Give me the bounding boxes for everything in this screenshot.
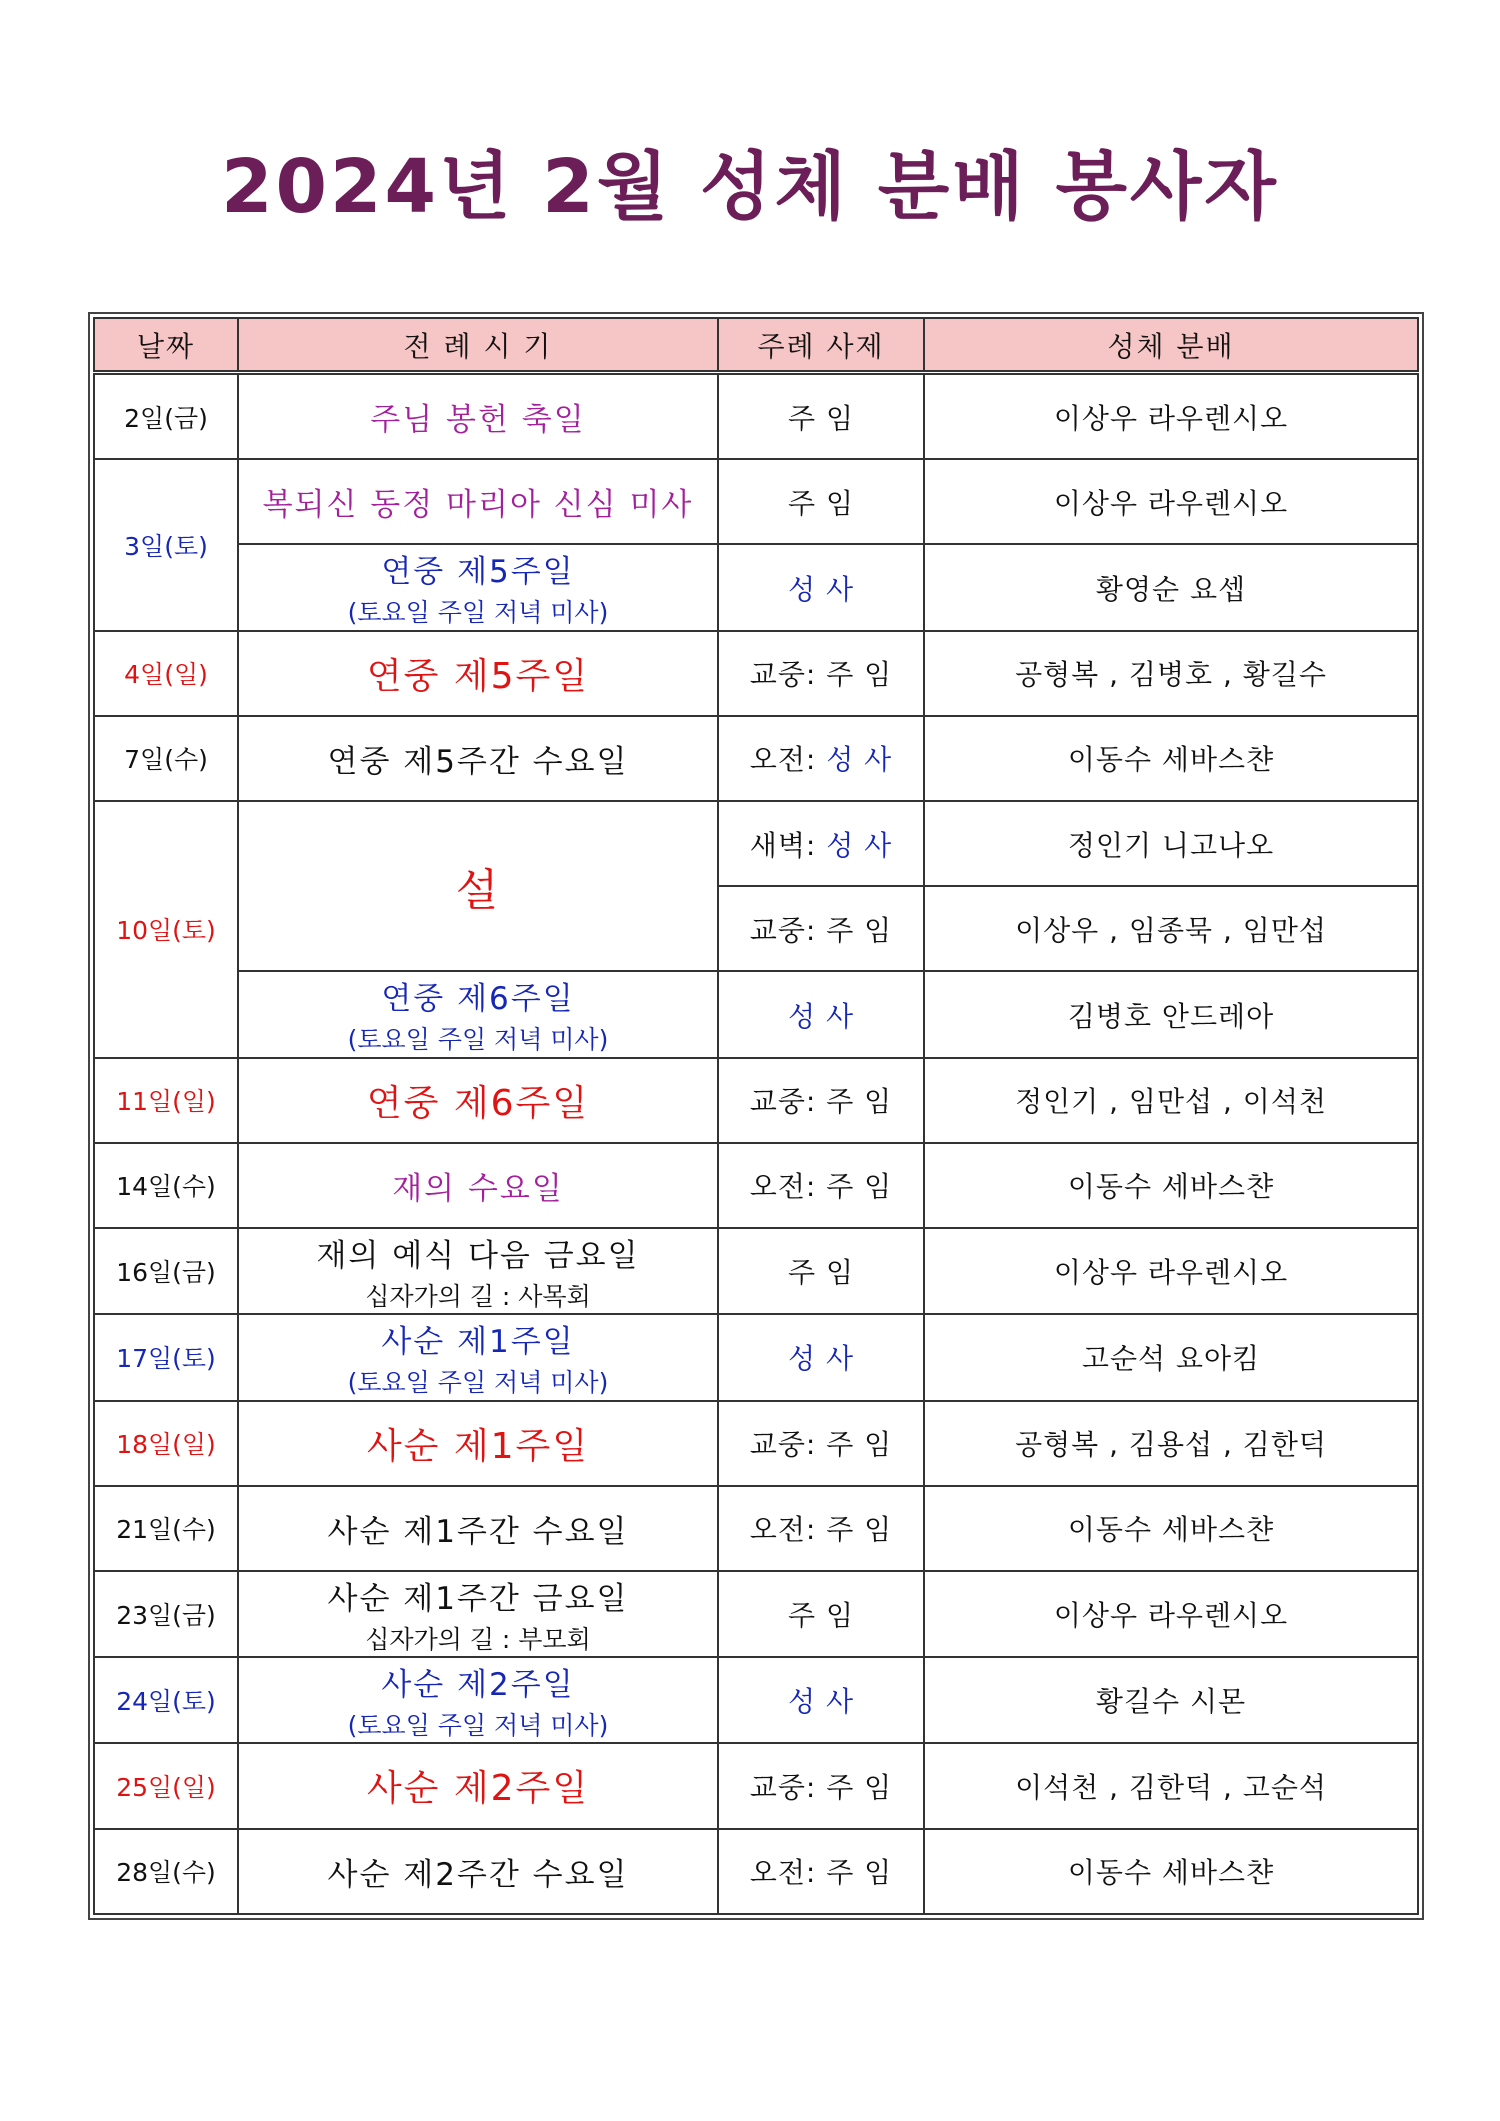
table-row xyxy=(94,1314,1418,1400)
schedule-table xyxy=(93,317,1419,1915)
date-cell: 3일(토) xyxy=(94,459,238,630)
presider-value: 주 임 xyxy=(826,1856,893,1890)
presider-value: 주 임 xyxy=(788,1256,854,1290)
presider-value: 성 사 xyxy=(788,1685,854,1719)
servers-cell: 이상우 라우렌시오 xyxy=(924,1228,1418,1314)
presider-value: 주 임 xyxy=(826,1513,893,1547)
table-row xyxy=(94,1058,1418,1143)
celebration-sub: (토요일 주일 저녁 미사) xyxy=(347,598,609,628)
table-row xyxy=(94,1571,1418,1657)
presider-value: 주 임 xyxy=(826,913,893,947)
celebration-sub: 십자가의 길 : 사목회 xyxy=(365,1281,591,1311)
presider-cell xyxy=(718,1143,924,1228)
presider-value: 주 임 xyxy=(826,658,893,692)
presider-value: 주 임 xyxy=(788,1599,854,1633)
celebration-main: 연중 제6주일 xyxy=(381,981,575,1018)
presider-cell xyxy=(718,1743,924,1828)
mass-time: 교중: xyxy=(749,913,817,947)
celebration-cell: 연중 제6주일 xyxy=(238,1058,718,1143)
table-row xyxy=(94,1228,1418,1314)
table-row xyxy=(94,1657,1418,1743)
date-cell: 16일(금) xyxy=(94,1228,238,1314)
date-cell: 18일(일) xyxy=(94,1401,238,1486)
presider-cell xyxy=(718,459,924,544)
presider-cell xyxy=(718,1486,924,1571)
date-cell: 23일(금) xyxy=(94,1571,238,1657)
table-row xyxy=(94,1143,1418,1228)
presider-value: 성 사 xyxy=(826,743,893,777)
table-row xyxy=(94,716,1418,801)
date-cell: 2일(금) xyxy=(94,373,238,460)
mass-time: 오전: xyxy=(749,1856,817,1890)
presider-value: 주 임 xyxy=(826,1428,893,1462)
presider-cell xyxy=(718,886,924,971)
presider-value: 성 사 xyxy=(788,572,854,606)
servers-cell: 이동수 세바스챤 xyxy=(924,1829,1418,1914)
servers-cell: 공형복 , 김용섭 , 김한덕 xyxy=(924,1401,1418,1486)
presider-cell xyxy=(718,631,924,716)
table-row xyxy=(94,1486,1418,1571)
servers-cell: 공형복 , 김병호 , 황길수 xyxy=(924,631,1418,716)
celebration-cell xyxy=(238,1657,718,1743)
mass-time: 오전: xyxy=(749,1170,817,1204)
presider-cell xyxy=(718,1314,924,1400)
servers-cell: 이석천 , 김한덕 , 고순석 xyxy=(924,1743,1418,1828)
date-cell: 21일(수) xyxy=(94,1486,238,1571)
schedule-table-frame xyxy=(88,312,1424,1920)
date-cell: 4일(일) xyxy=(94,631,238,716)
celebration-sub: 십자가의 길 : 부모회 xyxy=(365,1624,591,1654)
celebration-cell: 연중 제5주일 xyxy=(238,631,718,716)
table-row xyxy=(94,1401,1418,1486)
servers-cell: 이동수 세바스챤 xyxy=(924,1143,1418,1228)
mass-time: 교중: xyxy=(749,1085,817,1119)
presider-cell xyxy=(718,1228,924,1314)
date-cell: 28일(수) xyxy=(94,1829,238,1914)
header-distribution: 성체 분배 xyxy=(924,318,1418,373)
celebration-main: 사순 제1주간 금요일 xyxy=(327,1580,629,1617)
table-row xyxy=(94,544,1418,630)
celebration-main: 재의 예식 다음 금요일 xyxy=(316,1237,640,1274)
servers-cell: 정인기 , 임만섭 , 이석천 xyxy=(924,1058,1418,1143)
mass-time: 오전: xyxy=(749,743,817,777)
celebration-main: 연중 제5주일 xyxy=(381,554,575,591)
table-row xyxy=(94,971,1418,1057)
presider-cell xyxy=(718,971,924,1057)
date-cell: 10일(토) xyxy=(94,801,238,1058)
presider-cell xyxy=(718,801,924,886)
table-row xyxy=(94,373,1418,460)
header-row xyxy=(94,318,1418,373)
celebration-main: 사순 제2주일 xyxy=(381,1666,575,1703)
celebration-cell: 사순 제1주일 xyxy=(238,1401,718,1486)
presider-cell xyxy=(718,1829,924,1914)
servers-cell: 이상우 라우렌시오 xyxy=(924,373,1418,460)
presider-value: 주 임 xyxy=(788,401,854,435)
presider-cell xyxy=(718,1401,924,1486)
servers-cell: 이동수 세바스챤 xyxy=(924,1486,1418,1571)
celebration-cell: 사순 제2주일 xyxy=(238,1743,718,1828)
date-cell: 7일(수) xyxy=(94,716,238,801)
servers-cell: 황길수 시몬 xyxy=(924,1657,1418,1743)
celebration-main: 사순 제1주일 xyxy=(381,1323,575,1360)
celebration-cell: 주님 봉헌 축일 xyxy=(238,373,718,460)
presider-value: 성 사 xyxy=(788,1342,854,1376)
header-celebration: 전 례 시 기 xyxy=(238,318,718,373)
page-title: 2024년 2월 성체 분배 봉사자 xyxy=(221,144,1279,230)
presider-value: 주 임 xyxy=(788,486,854,520)
celebration-cell: 사순 제1주간 수요일 xyxy=(238,1486,718,1571)
presider-value: 주 임 xyxy=(826,1085,893,1119)
date-cell: 25일(일) xyxy=(94,1743,238,1828)
presider-cell xyxy=(718,1058,924,1143)
celebration-cell xyxy=(238,1571,718,1657)
celebration-sub: (토요일 주일 저녁 미사) xyxy=(347,1367,609,1397)
presider-cell xyxy=(718,1571,924,1657)
celebration-cell: 연중 제5주간 수요일 xyxy=(238,716,718,801)
presider-value: 성 사 xyxy=(788,999,854,1033)
date-cell: 14일(수) xyxy=(94,1143,238,1228)
servers-cell: 이상우 라우렌시오 xyxy=(924,1571,1418,1657)
mass-time: 교중: xyxy=(749,658,817,692)
celebration-cell: 재의 수요일 xyxy=(238,1143,718,1228)
presider-cell xyxy=(718,1657,924,1743)
mass-time: 교중: xyxy=(749,1770,817,1804)
presider-cell xyxy=(718,544,924,630)
celebration-cell: 복되신 동정 마리아 신심 미사 xyxy=(238,459,718,544)
mass-time: 새벽: xyxy=(749,828,817,862)
servers-cell: 김병호 안드레아 xyxy=(924,971,1418,1057)
date-cell: 24일(토) xyxy=(94,1657,238,1743)
presider-value: 주 임 xyxy=(826,1170,893,1204)
table-row xyxy=(94,1743,1418,1828)
table-row xyxy=(94,459,1418,544)
servers-cell: 이동수 세바스챤 xyxy=(924,716,1418,801)
celebration-cell xyxy=(238,1228,718,1314)
header-presider: 주례 사제 xyxy=(718,318,924,373)
servers-cell: 고순석 요아킴 xyxy=(924,1314,1418,1400)
date-cell: 17일(토) xyxy=(94,1314,238,1400)
table-row xyxy=(94,631,1418,716)
servers-cell: 정인기 니고나오 xyxy=(924,801,1418,886)
date-cell: 11일(일) xyxy=(94,1058,238,1143)
celebration-cell xyxy=(238,544,718,630)
celebration-cell xyxy=(238,971,718,1057)
celebration-sub: (토요일 주일 저녁 미사) xyxy=(347,1710,609,1740)
celebration-cell: 설 xyxy=(238,801,718,971)
mass-time: 오전: xyxy=(749,1513,817,1547)
table-row xyxy=(94,1829,1418,1914)
presider-cell xyxy=(718,373,924,460)
servers-cell: 이상우 , 임종묵 , 임만섭 xyxy=(924,886,1418,971)
presider-cell xyxy=(718,716,924,801)
servers-cell: 황영순 요셉 xyxy=(924,544,1418,630)
presider-value: 주 임 xyxy=(826,1770,893,1804)
celebration-cell: 사순 제2주간 수요일 xyxy=(238,1829,718,1914)
header-date: 날짜 xyxy=(94,318,238,373)
celebration-cell xyxy=(238,1314,718,1400)
table-row xyxy=(94,801,1418,886)
mass-time: 교중: xyxy=(749,1428,817,1462)
celebration-sub: (토요일 주일 저녁 미사) xyxy=(347,1025,609,1055)
presider-value: 성 사 xyxy=(826,828,893,862)
servers-cell: 이상우 라우렌시오 xyxy=(924,459,1418,544)
